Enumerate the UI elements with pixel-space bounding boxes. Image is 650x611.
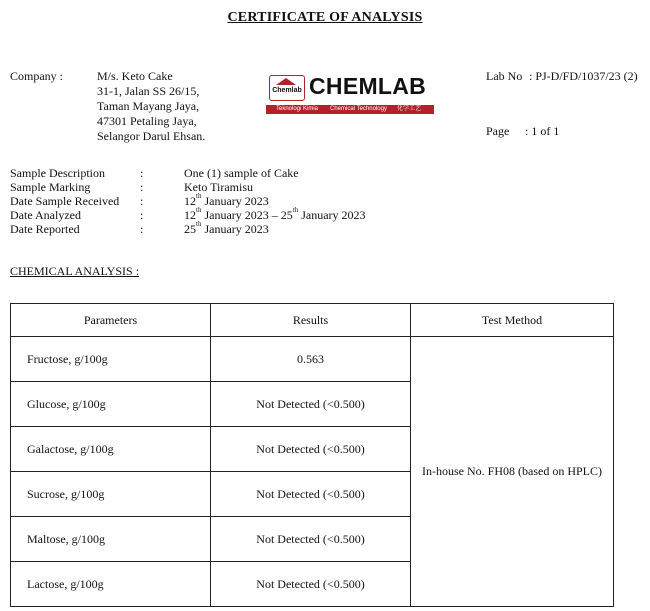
colon: : <box>140 180 144 194</box>
parameter-cell: Fructose, g/100g <box>11 337 211 382</box>
logo-tag-1: Teknologi Kimia <box>276 106 319 112</box>
lab-no-value: : PJ-D/FD/1037/23 (2) <box>529 69 638 83</box>
result-cell: Not Detected (<0.500) <box>211 517 411 562</box>
result-cell: 0.563 <box>211 337 411 382</box>
result-cell: Not Detected (<0.500) <box>211 382 411 427</box>
sample-description-label: Sample Description <box>10 166 105 180</box>
parameter-cell: Glucose, g/100g <box>11 382 211 427</box>
colon: : <box>140 194 144 208</box>
page-label: Page <box>486 124 510 138</box>
header-test-method: Test Method <box>411 304 614 337</box>
logo-tag-2: Chemical Technology <box>330 106 387 112</box>
header-parameters: Parameters <box>11 304 211 337</box>
colon: : <box>140 166 144 180</box>
sample-marking-label: Sample Marking <box>10 180 91 194</box>
parameter-cell: Lactose, g/100g <box>11 562 211 607</box>
logo-tagline-bar <box>266 105 434 114</box>
parameter-cell: Maltose, g/100g <box>11 517 211 562</box>
address-line-3: 47301 Petaling Jaya, <box>97 114 197 128</box>
table-row <box>11 337 614 382</box>
logo-tag-3: 化学工艺 <box>397 106 422 112</box>
lab-no-label: Lab No <box>486 69 523 83</box>
date-analyzed-label: Date Analyzed <box>10 208 81 222</box>
result-cell: Not Detected (<0.500) <box>211 427 411 472</box>
result-cell: Not Detected (<0.500) <box>211 472 411 517</box>
header-results: Results <box>211 304 411 337</box>
colon: : <box>140 222 144 236</box>
parameter-cell: Galactose, g/100g <box>11 427 211 472</box>
logo-wordmark: CHEMLAB <box>309 73 427 99</box>
sample-marking-value: Keto Tiramisu <box>184 180 254 194</box>
address-line-2: Taman Mayang Jaya, <box>97 99 200 113</box>
test-method-cell: In-house No. FH08 (based on HPLC) <box>411 337 614 607</box>
chemlab-mark-icon: Chemlab <box>269 75 305 101</box>
parameter-cell: Sucrose, g/100g <box>11 472 211 517</box>
date-analyzed-value: 12th January 2023 – 25th January 2023 <box>184 206 366 222</box>
address-line-1: 31-1, Jalan SS 26/15, <box>97 84 200 98</box>
company-label: Company : <box>10 69 63 83</box>
date-reported-label: Date Reported <box>10 222 80 236</box>
result-cell: Not Detected (<0.500) <box>211 562 411 607</box>
date-reported-value: 25th January 2023 <box>184 220 269 236</box>
document-title: CERTIFICATE OF ANALYSIS <box>227 10 423 25</box>
date-received-value: 12th January 2023 <box>184 192 269 208</box>
address-line-4: Selangor Darul Ehsan. <box>97 129 206 143</box>
company-name: M/s. Keto Cake <box>97 69 173 83</box>
page-value: : 1 of 1 <box>525 124 560 138</box>
colon: : <box>140 208 144 222</box>
date-received-label: Date Sample Received <box>10 194 120 208</box>
company-address <box>97 69 205 144</box>
sample-description-value: One (1) sample of Cake <box>184 166 299 180</box>
section-title: CHEMICAL ANALYSIS : <box>10 264 140 278</box>
chemical-analysis-table <box>10 303 614 607</box>
chemlab-logo <box>266 72 434 114</box>
table-header-row <box>11 304 614 337</box>
